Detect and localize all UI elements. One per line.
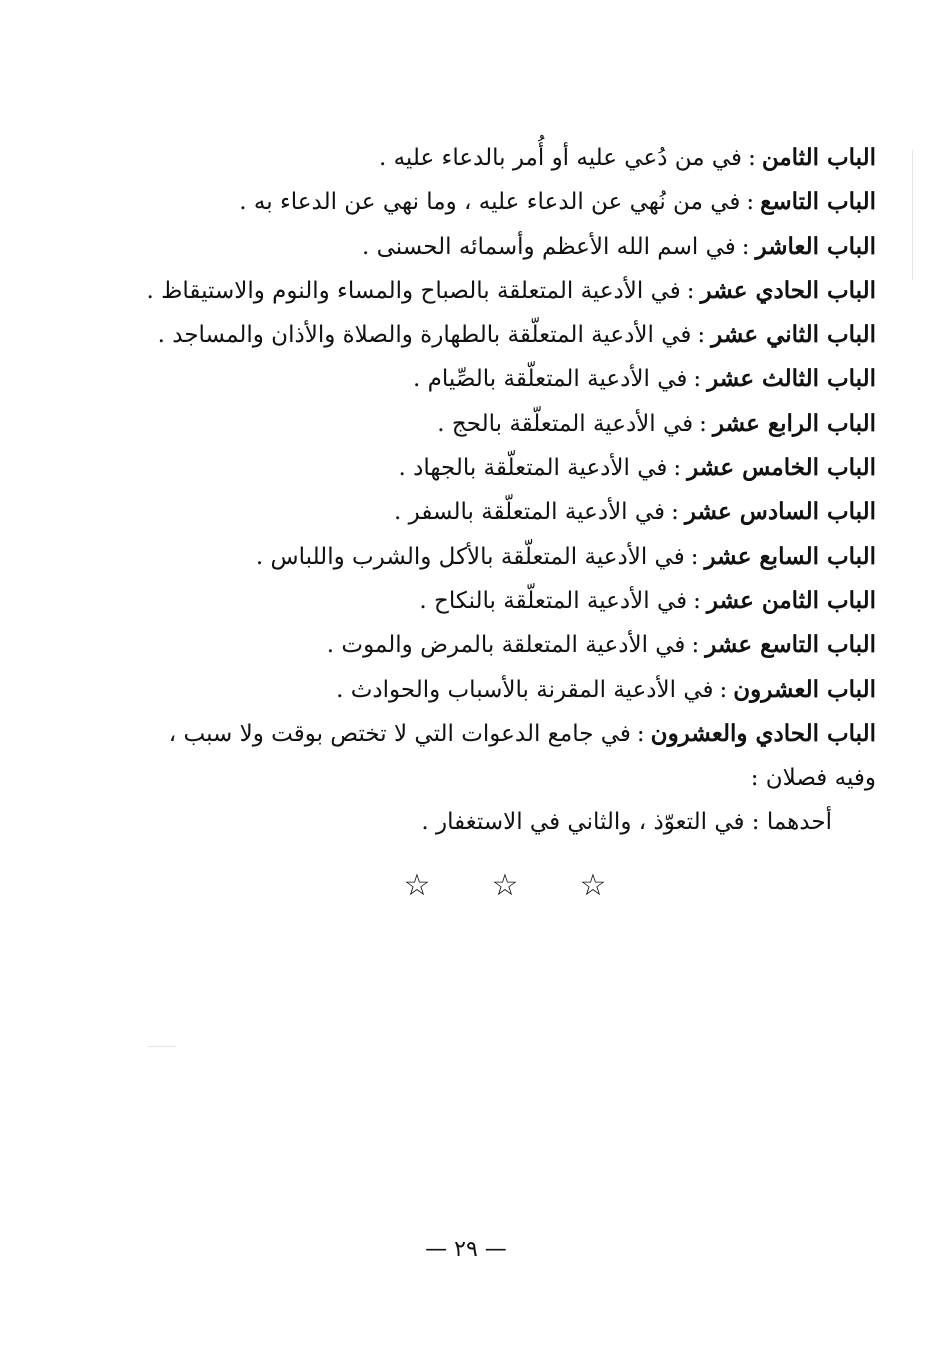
chapter-text: في الأدعية المتعلّقة بالحج . bbox=[437, 410, 694, 437]
chapter-line bbox=[116, 313, 876, 357]
chapter-text: في الأدعية المقرنة بالأسباب والحوادث . bbox=[336, 676, 714, 703]
chapter-title: الباب الخامس عشر bbox=[687, 454, 876, 482]
chapter-text: في الأدعية المتعلّقة بالجهاد . bbox=[398, 455, 668, 482]
separator: : bbox=[693, 366, 702, 393]
page-number: — ٢٩ — bbox=[425, 1237, 507, 1262]
chapter-title: الباب الثالث عشر bbox=[707, 365, 876, 393]
chapter-title: الباب السادس عشر bbox=[684, 498, 876, 526]
chapter-title: الباب الحادي والعشرون bbox=[650, 719, 876, 747]
chapter-title: الباب التاسع عشر bbox=[705, 631, 876, 659]
chapter-title: الباب العاشر bbox=[755, 232, 876, 260]
chapter-line bbox=[116, 357, 876, 401]
chapter-title: الباب الرابع عشر bbox=[712, 409, 876, 437]
chapter-line bbox=[116, 623, 876, 667]
separator: : bbox=[690, 543, 699, 570]
star-divider bbox=[400, 870, 610, 902]
chapter-title: الباب التاسع bbox=[760, 188, 876, 216]
chapter-line bbox=[116, 225, 876, 269]
chapter-text: في الأدعية المتعلقة بالصباح والمساء والنوم والاستيقاظ . bbox=[146, 277, 681, 304]
chapter-text: في الأدعية المتعلّقة بالنكاح . bbox=[419, 587, 688, 614]
separator: : bbox=[741, 233, 750, 260]
separator: : bbox=[746, 189, 755, 216]
separator: : bbox=[636, 720, 645, 747]
chapter-text: في اسم الله الأعظم وأسمائه الحسنى . bbox=[362, 233, 736, 260]
star-icon: ☆ bbox=[403, 868, 431, 903]
chapter-line bbox=[116, 180, 876, 224]
chapter-continuation: وفيه فصلان : bbox=[750, 765, 876, 792]
chapter-text: في الأدعية المتعلقة بالمرض والموت . bbox=[326, 632, 686, 659]
chapter-line bbox=[116, 446, 876, 490]
chapter-text: في جامع الدعوات التي لا تختص بوقت ولا سبب ، bbox=[168, 720, 631, 747]
separator: : bbox=[693, 587, 701, 614]
chapter-text: في من نُهي عن الدعاء عليه ، وما نهي عن الدعاء به . bbox=[239, 189, 741, 216]
sections-line: أحدهما : في التعوّذ ، والثاني في الاستغفار . bbox=[421, 809, 832, 836]
separator: : bbox=[748, 145, 756, 171]
chapter-line bbox=[116, 535, 876, 579]
separator: : bbox=[697, 322, 706, 349]
chapter-line bbox=[116, 269, 876, 313]
chapter-text: في الأدعية المتعلّقة بالطهارة والصلاة والأذان والمساجد . bbox=[157, 322, 692, 349]
chapter-line bbox=[116, 490, 876, 534]
scan-margin-mark bbox=[148, 1046, 176, 1047]
separator: : bbox=[719, 676, 728, 703]
star-icon: ☆ bbox=[491, 868, 519, 903]
separator: : bbox=[691, 632, 700, 659]
separator: : bbox=[699, 410, 707, 437]
chapter-text: في الأدعية المتعلّقة بالسفر . bbox=[394, 499, 666, 526]
chapter-list bbox=[116, 136, 876, 845]
chapter-line bbox=[116, 668, 876, 712]
chapter-title: الباب الثاني عشر bbox=[711, 321, 876, 349]
chapter-title: الباب السابع عشر bbox=[704, 542, 876, 570]
chapter-title: الباب الحادي عشر bbox=[700, 276, 876, 304]
chapter-text: في الأدعية المتعلّقة بالأكل والشرب واللباس . bbox=[255, 543, 685, 570]
chapter-line bbox=[116, 402, 876, 446]
chapter-title: الباب الثامن bbox=[761, 144, 876, 171]
separator: : bbox=[673, 455, 682, 482]
star-icon: ☆ bbox=[579, 868, 607, 903]
chapter-text: في من دُعي عليه أو أُمر بالدعاء عليه . bbox=[378, 145, 743, 171]
chapter-title: الباب العشرون bbox=[733, 675, 876, 703]
chapter-line bbox=[116, 712, 876, 756]
chapter-line bbox=[116, 136, 876, 180]
scan-margin-mark bbox=[912, 150, 913, 280]
separator: : bbox=[671, 499, 679, 526]
chapter-text: في الأدعية المتعلّقة بالصِّيام . bbox=[413, 366, 688, 393]
separator: : bbox=[686, 277, 695, 304]
chapter-line bbox=[116, 579, 876, 623]
chapter-title: الباب الثامن عشر bbox=[706, 586, 876, 614]
